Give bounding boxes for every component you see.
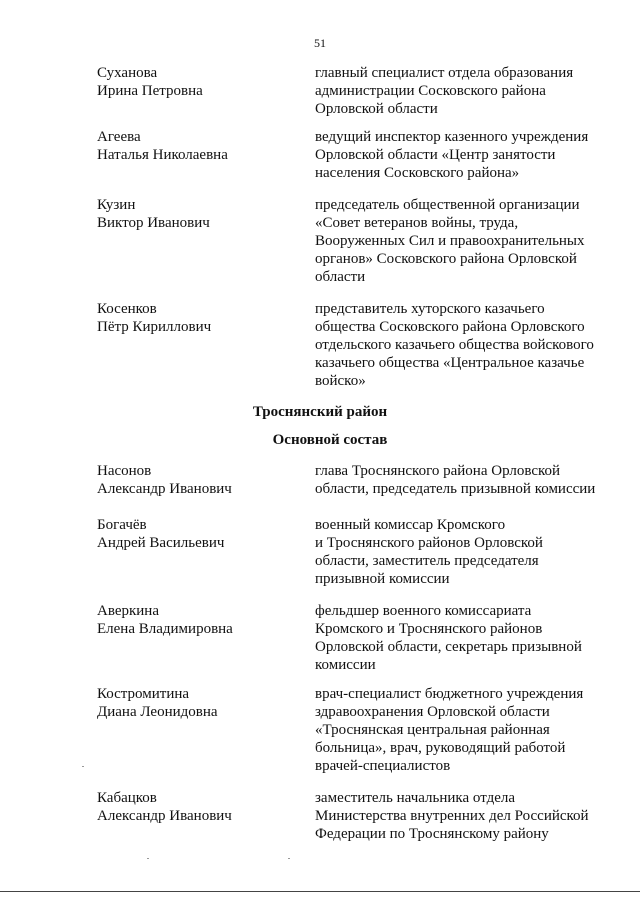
member-surname: Аверкина: [97, 603, 159, 619]
role-line: области: [315, 269, 366, 285]
scan-edge-line: [0, 891, 640, 892]
role-line: ведущий инспектор казенного учреждения: [315, 129, 589, 145]
member-given-names: Ирина Петровна: [97, 83, 203, 99]
role-line: органов» Сосковского района Орловской: [315, 251, 577, 267]
member-given-names: Наталья Николаевна: [97, 147, 228, 163]
subsection-heading: Основной состав: [272, 432, 388, 448]
role-line: здравоохранения Орловской области: [315, 704, 550, 720]
member-given-names: Пётр Кириллович: [97, 319, 212, 335]
role-line: представитель хуторского казачьего: [315, 301, 545, 317]
member-given-names: Александр Иванович: [97, 481, 232, 497]
member-role: [315, 64, 615, 118]
role-line: глава Троснянского района Орловской: [315, 463, 561, 479]
scan-speck: [288, 858, 290, 859]
role-line: Министерства внутренних дел Российской: [315, 808, 589, 824]
member-given-names: Елена Владимировна: [97, 621, 233, 637]
role-line: больница», врач, руководящий работой: [315, 740, 566, 756]
member-name: [97, 64, 287, 100]
member-name: [97, 300, 287, 336]
role-line: и Троснянского районов Орловской: [315, 535, 543, 551]
role-line: Кромского и Троснянского районов: [315, 621, 543, 637]
member-given-names: Виктор Иванович: [97, 215, 210, 231]
role-line: фельдшер военного комиссариата: [315, 603, 532, 619]
role-line: администрации Сосковского района: [315, 83, 546, 99]
role-line: врач-специалист бюджетного учреждения: [315, 686, 584, 702]
role-line: Орловской области: [315, 101, 438, 117]
member-surname: Кузин: [97, 197, 136, 213]
member-name: [97, 789, 287, 825]
member-surname: Богачёв: [97, 517, 147, 533]
role-line: Орловской области «Центр занятости: [315, 147, 556, 163]
member-role: [315, 300, 615, 390]
member-role: [315, 789, 615, 843]
role-line: отдельского казачьего общества войскового: [315, 337, 594, 353]
member-role: [315, 462, 615, 498]
member-surname: Агеева: [97, 129, 141, 145]
role-line: заместитель начальника отдела: [315, 790, 515, 806]
member-surname: Косенков: [97, 301, 157, 317]
member-name: [97, 462, 287, 498]
member-name: [97, 516, 287, 552]
role-line: «Совет ветеранов войны, труда,: [315, 215, 519, 231]
role-line: области, председатель призывной комиссии: [315, 481, 596, 497]
role-line: области, заместитель председателя: [315, 553, 539, 569]
member-given-names: Андрей Васильевич: [97, 535, 225, 551]
member-name: [97, 602, 287, 638]
role-line: Орловской области, секретарь призывной: [315, 639, 582, 655]
role-line: Вооруженных Сил и правоохранительных: [315, 233, 585, 249]
role-line: председатель общественной организации: [315, 197, 580, 213]
member-surname: Насонов: [97, 463, 152, 479]
member-role: [315, 128, 615, 182]
member-given-names: Александр Иванович: [97, 808, 232, 824]
role-line: главный специалист отдела образования: [315, 65, 574, 81]
member-surname: Суханова: [97, 65, 158, 81]
member-role: [315, 685, 615, 775]
role-line: врачей-специалистов: [315, 758, 451, 774]
page-number: 51: [314, 36, 326, 50]
member-surname: Кабацков: [97, 790, 157, 806]
scan-speck: [147, 858, 149, 859]
member-role: [315, 196, 615, 286]
role-line: казачьего общества «Центральное казачье: [315, 355, 585, 371]
role-line: «Троснянская центральная районная: [315, 722, 550, 738]
member-surname: Костромитина: [97, 686, 190, 702]
member-role: [315, 516, 615, 588]
role-line: военный комиссар Кромского: [315, 517, 506, 533]
role-line: населения Сосковского района»: [315, 165, 520, 181]
member-name: [97, 128, 287, 164]
member-name: [97, 685, 287, 721]
member-given-names: Диана Леонидовна: [97, 704, 218, 720]
role-line: комиссии: [315, 657, 376, 673]
role-line: общества Сосковского района Орловского: [315, 319, 585, 335]
role-line: Федерации по Троснянскому району: [315, 826, 549, 842]
scan-speck: [82, 766, 84, 767]
role-line: призывной комиссии: [315, 571, 450, 587]
role-line: войско»: [315, 373, 366, 389]
district-heading: Троснянский район: [252, 404, 388, 420]
member-name: [97, 196, 287, 232]
member-role: [315, 602, 615, 674]
